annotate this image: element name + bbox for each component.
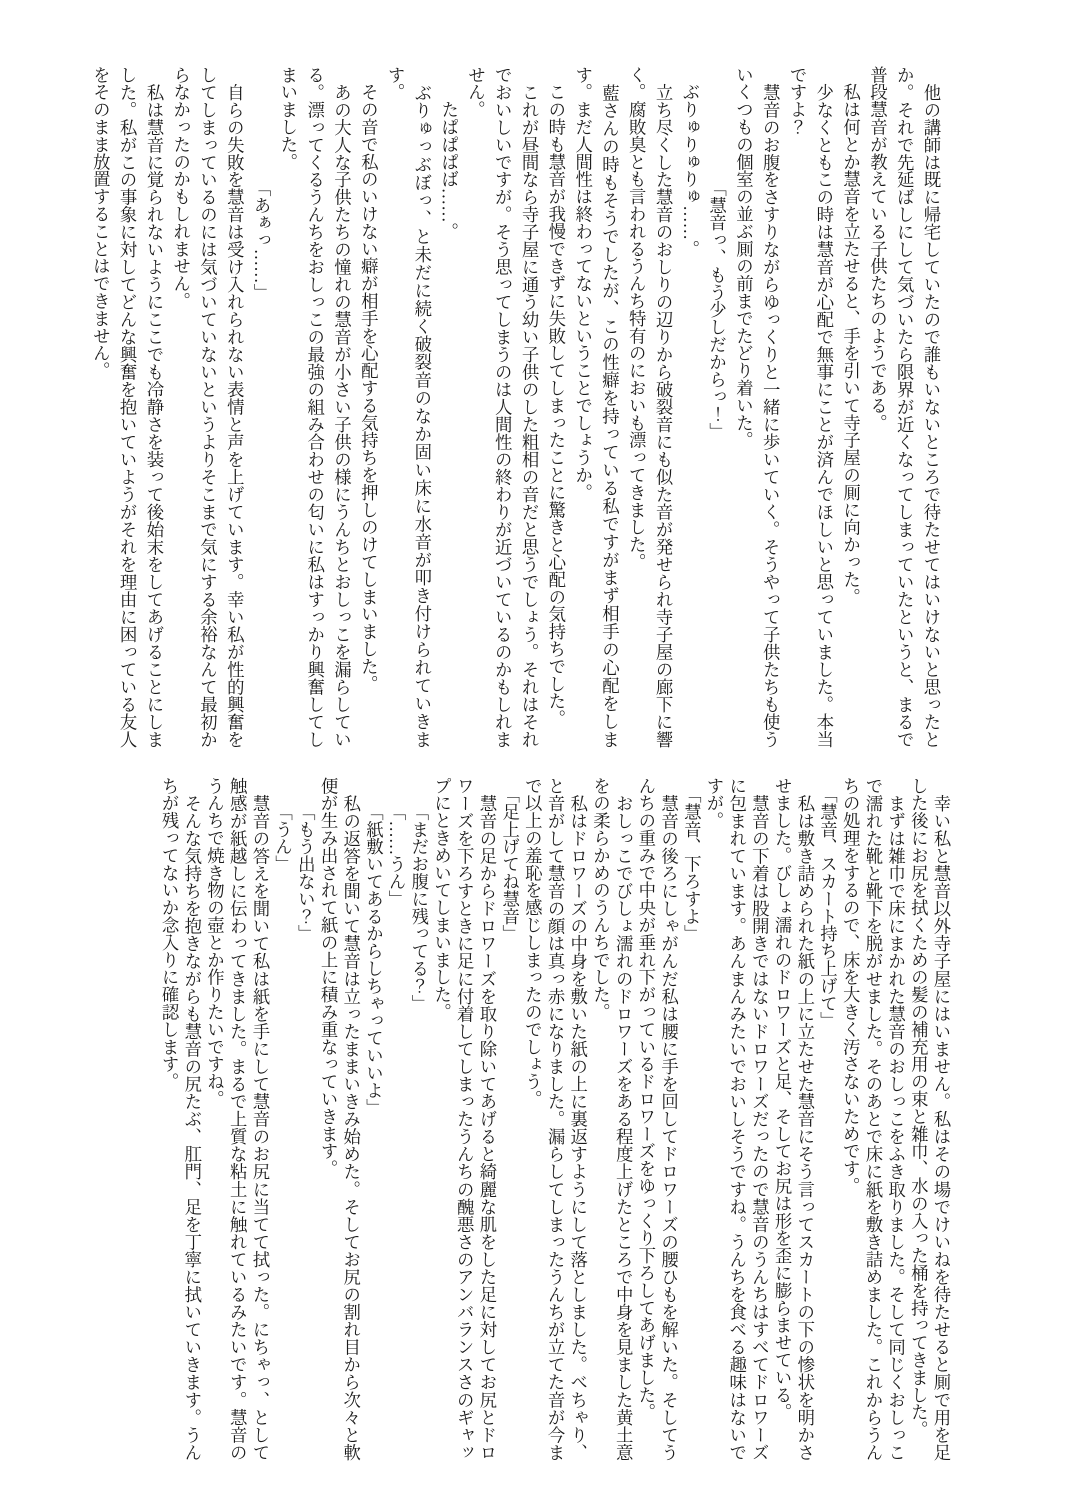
paragraph: これが昼間なら寺子屋に通う幼い子供のした粗相の音だと思うでしょう。それはそれでおいしいですが。そう思ってしまうのは人間性の終わりが近づいているのかもしれません。 xyxy=(465,66,540,748)
paragraph: あの大人な子供たちの憧れの慧音が小さい子供の様にうんちとおしっこを漏らしている。漂ってくるうんちをおしっこの最強の組み合わせの匂いに私はすっかり興奮してしまいました。 xyxy=(277,66,352,748)
paragraph: 「もう出ない？」 xyxy=(295,777,316,943)
paragraph: 「慧音っ、もう少しだからっ！」 xyxy=(706,66,727,441)
paragraph: 私は何とか慧音を立たせると、手を引いて寺子屋の厠に向かった。 xyxy=(840,66,861,606)
paragraph: この時も慧音が我慢できずに失敗してしまったことに驚きと心配の気持ちでした。 xyxy=(545,66,566,728)
paragraph: 慧音の足からドロワーズを取り除いてあげると綺麗な肌をした足に対してお尻とドロワーズを下ろすときに足に付着してしまったうんちの醜悪さのアンバランスさのギャップにときめいてしまいました。 xyxy=(431,777,497,1461)
paragraph: 「慧音、下ろすよ」 xyxy=(681,777,702,943)
paragraph: 他の講師は既に帰宅していたので誰もいないところで待たせてはいけないと思ったとか。それで先延ばしにして気づいたら限界が近くなってしまっていたというと、まるで普段慧音が教えている子供たちのようである。 xyxy=(867,66,941,748)
paragraph: 立ち尽くした慧音のおしりの辺りから破裂音にも似た音が発せられ寺子屋の廊下に響く。腐敗臭とも言われるうんち特有のにおいも漂ってきました。 xyxy=(626,66,674,748)
paragraph: そんな気持ちを抱きながらも慧音の尻たぶ、肛門、足を丁寧に拭いていきます。うんちが残ってないか念入りに確認します。 xyxy=(159,777,202,1461)
paragraph: 私はドロワーズの中身を敷いた紙の上に裏返すようにして落としました。べちゃり、と音がして慧音の顔は真っ赤になりました。漏らしてしまったうんちが立てた音が今まで以上の羞恥を感じしまったのでしょう。 xyxy=(522,777,588,1461)
paragraph: 「うん」 xyxy=(272,777,293,873)
paragraph: 慧音のお腹をさすりながらゆっくりと一緒に歩いていく。そうやって子供たちも使ういくつもの個室の並ぶ厠の前までたどり着いた。 xyxy=(733,66,781,748)
paragraph: 「足上げてね慧音」 xyxy=(499,777,520,943)
paragraph: 少なくともこの時は慧音が心配で無事にことが済んでほしいと思っていました。本当ですよ？ xyxy=(787,66,834,748)
paragraph: たぱぱぱば……。 xyxy=(438,66,459,240)
paragraph: 「まだお腹に残ってる？」 xyxy=(408,777,429,1012)
paragraph: その音で私のいけない癖が相手を心配する気持ちを押しのけてしまいました。 xyxy=(358,66,379,693)
paragraph: 慧音の答えを聞いて私は紙を手にして慧音のお尻に当てて拭った。にちゃっ、として触感が紙越しに伝わってきました。まるで上質な粘土に触れているみたいです。慧音のうんちで焼き物の壺とか作りたいですね。 xyxy=(204,777,270,1461)
paragraph: 自らの失敗を慧音は受け入れられない表情と声を上げています。幸い私が性的興奮をしてしまっているのには気づいていないというよりそこまで気にする余裕なんて最初からなかったのかもしれません。 xyxy=(170,66,245,748)
paragraph: 「慧音、スカート持ち上げて」 xyxy=(817,777,838,1030)
paragraph: 私は敷き詰められた紙の上に立たせた慧音にそう言ってスカートの下の惨状を明かさせました。びしょ濡れのドロワーズと足、そしてお尻は形を歪に膨らませている。 xyxy=(772,777,815,1461)
upper-text-block xyxy=(87,66,945,748)
paragraph: 「紙敷いてあるからしちゃっていいよ」 xyxy=(363,777,384,1117)
paragraph: 藍さんの時もそうでしたが、この性癖を持っている私ですがまず相手の心配をします。まだ人間性は終わってないということでしょうか。 xyxy=(572,66,620,748)
paragraph: 私の返答を聞いて慧音は立ったままいきみ始めた。そしてお尻の割れ目から次々と軟便が生み出されて紙の上に積み重なっていきます。 xyxy=(318,777,361,1461)
paragraph: ぶりゅりゅりゅ……。 xyxy=(679,66,700,258)
paragraph: ぶりゅっぶぼっ、と未だに続く破裂音のなか固い床に水音が叩き付けられていきます。 xyxy=(385,66,432,748)
paragraph: 「……うん」 xyxy=(386,777,407,908)
paragraph: おしっこでびしょ濡れのドロワーズをある程度上げたところで中身を見ました黄土意をの柔らかめのうんちでした。 xyxy=(590,777,634,1461)
paragraph: 私は慧音に覚られないようにここでも冷静さを装って後始末をしてあげることにしました。私がこの事象に対してどんな興奮を抱いていようがそれを理由に困っている友人をそのまま放置することはできません。 xyxy=(90,66,164,748)
paragraph: 「あぁっ……」 xyxy=(251,66,272,301)
lower-text-block xyxy=(157,777,952,1461)
paragraph: 慧音の後ろにしゃがんだ私は腰に手を回してドロワーズの腰ひもを解いた。そしてうんちの重みで中央が垂れ下がっているドロワーズをゆっくり下ろしてあげました。 xyxy=(635,777,679,1461)
paragraph: 慧音の下着は股開きではないドロワーズだったので慧音のうんちはすべてドロワーズに包まれています。あんまんみたいでおいしそうですね。うんちを食べる趣味はないですが。 xyxy=(703,777,770,1461)
paragraph: まずは雑巾で床にまかれた慧音のおしっこをふき取りました。そして同じくおしっこで濡れた靴と靴下を脱がせました。そのあとで床に紙を敷き詰めました。これからうんちの処理をするので、床を大きく汚さないためです。 xyxy=(840,777,906,1461)
paragraph: 幸い私と慧音以外寺子屋にはいません。私はその場でけいねを待たせると厠で用を足した後にお尻を拭くための髪の補充用の束と雑巾、水の入った桶を持ってきました。 xyxy=(908,777,951,1461)
